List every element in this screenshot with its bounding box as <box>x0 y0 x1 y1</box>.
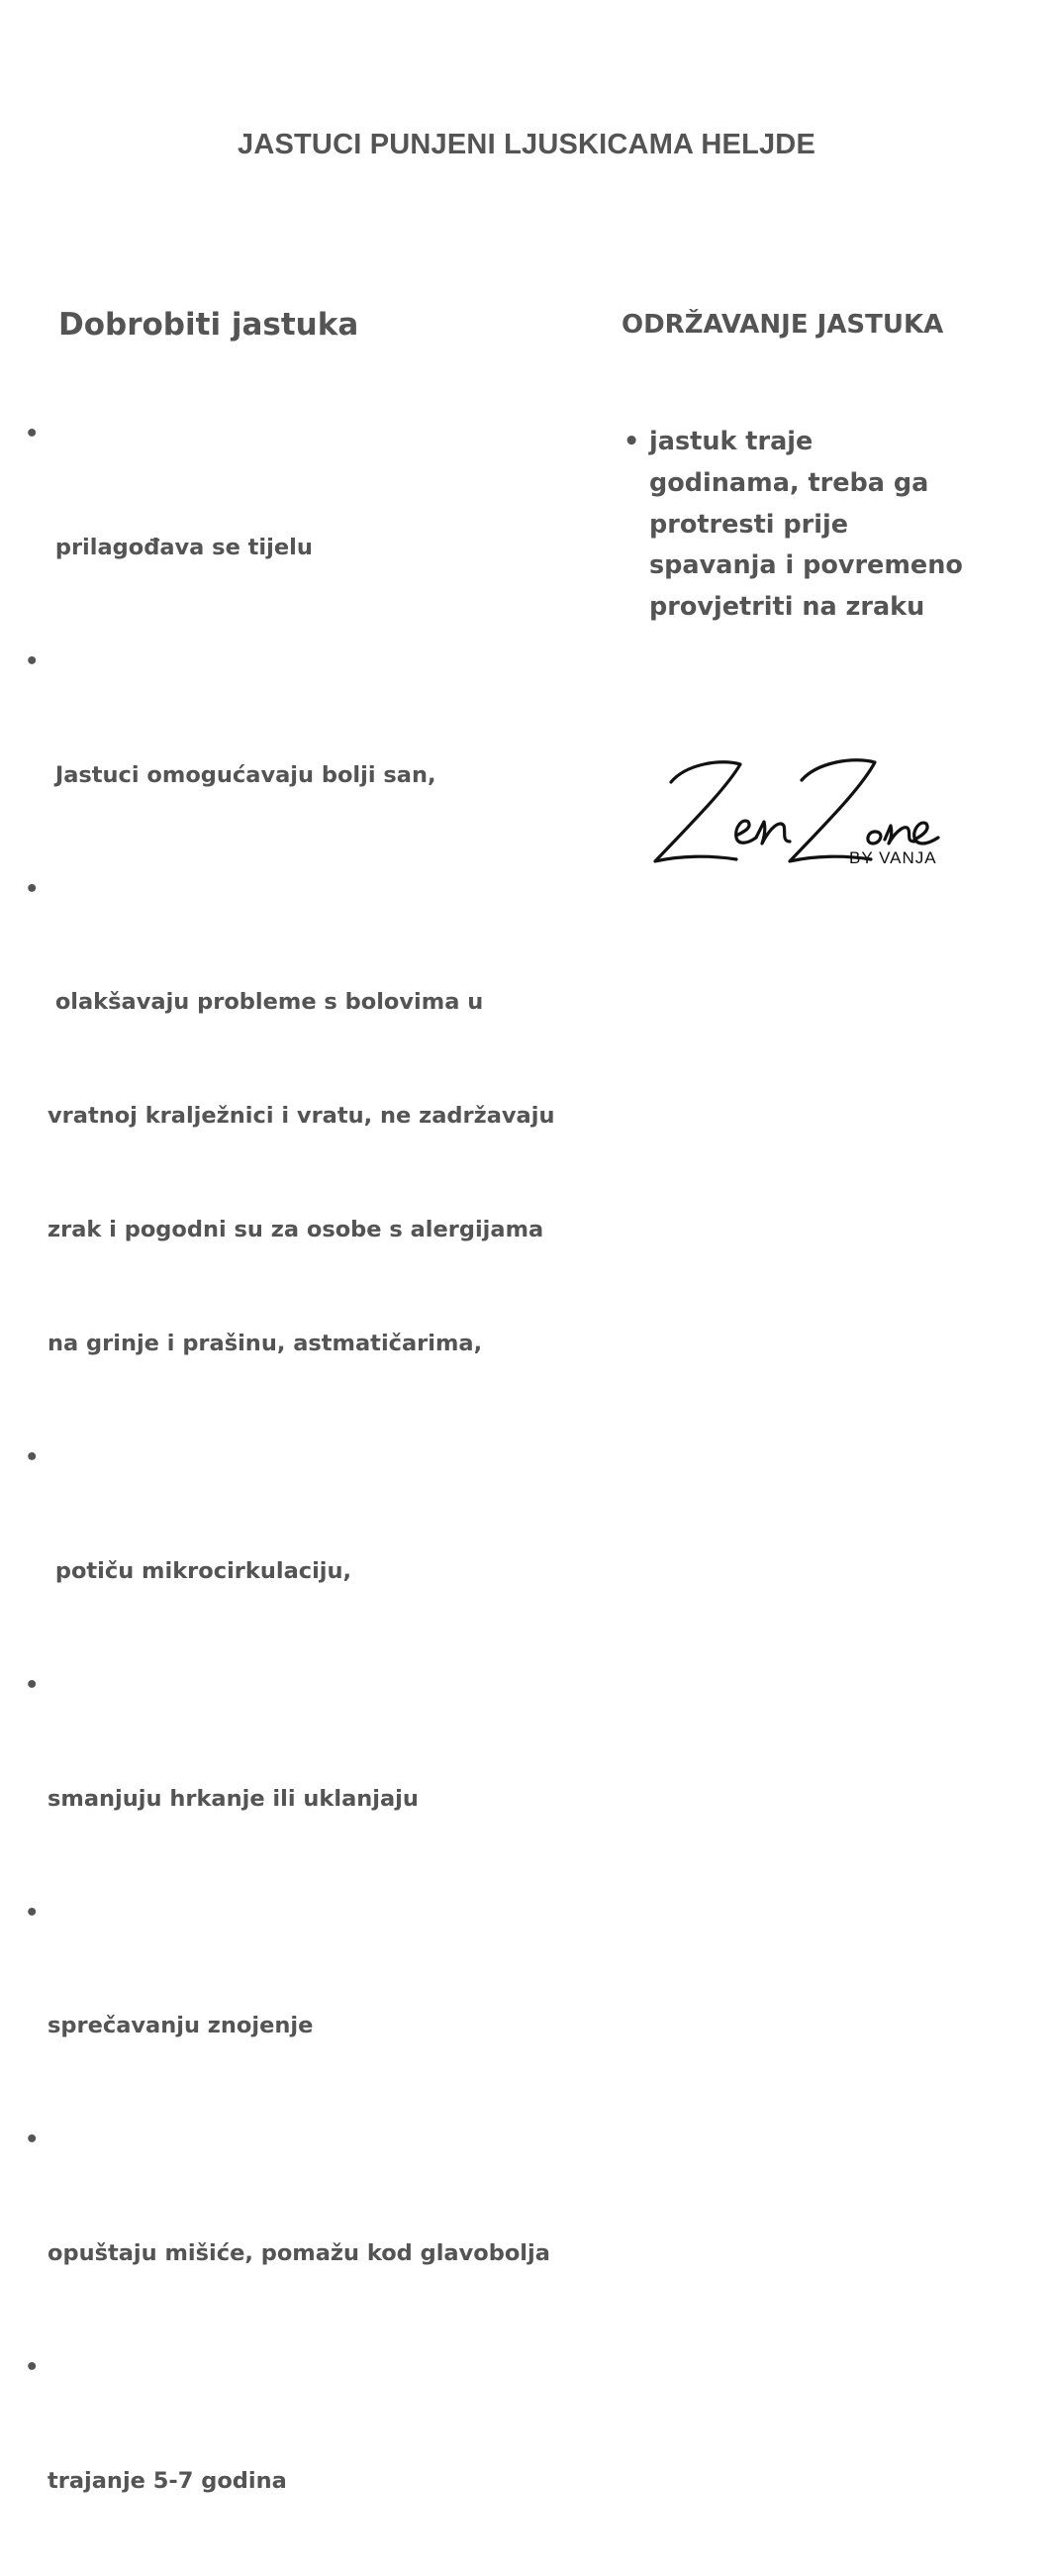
list-item <box>26 2121 620 2348</box>
benefit-text: prilagođava se tijelu <box>48 534 313 560</box>
list-item <box>26 1438 620 1666</box>
list-item <box>623 422 1000 629</box>
bullet-icon: • <box>25 1444 40 1471</box>
benefit-text: smanjuju hrkanje ili uklanjaju <box>48 1785 419 1812</box>
logo-subtitle: BY VANJA <box>849 848 937 867</box>
bullet-icon: • <box>25 647 40 674</box>
bullet-icon: • <box>25 421 40 446</box>
list-item <box>26 1894 620 2122</box>
list-item <box>26 415 620 643</box>
benefit-text: potiču mikrocirkulaciju, <box>48 1557 352 1584</box>
bullet-icon: • <box>25 875 40 902</box>
list-item <box>26 870 620 1438</box>
page-title: JASTUCI PUNJENI LJUSKICAMA HELJDE <box>238 129 815 160</box>
bullet-icon: • <box>25 1899 40 1926</box>
bullet-icon: • <box>25 1671 40 1698</box>
care-text: jastuk traje godinama, treba ga protresti prije spavanja i povremeno provjetriti na zraku <box>649 427 963 623</box>
care-list <box>623 422 1000 629</box>
bullet-icon: • <box>623 427 640 456</box>
list-item <box>26 2348 620 2576</box>
benefit-text-continued: na grinje i prašinu, astmatičarima, <box>48 1331 483 1357</box>
benefit-text-continued: vratnoj kralježnici i vratu, ne zadržavaju <box>48 1103 555 1130</box>
benefit-text: sprečavanju znojenje <box>48 2013 314 2039</box>
benefits-list <box>26 415 620 2576</box>
benefit-text: olakšavaju probleme s bolovima u <box>48 989 484 1016</box>
bullet-icon: • <box>25 2127 40 2153</box>
list-item <box>26 643 620 870</box>
list-item <box>26 1666 620 1894</box>
benefit-text: opuštaju mišiće, pomažu kod glavobolja <box>48 2240 550 2267</box>
benefit-text: trajanje 5-7 godina <box>48 2468 287 2495</box>
benefit-text-continued: zrak i pogodni su za osobe s alergijama <box>48 1217 544 1243</box>
benefits-heading: Dobrobiti jastuka <box>58 307 359 343</box>
benefit-text: Jastuci omogućavaju bolji san, <box>48 761 436 788</box>
care-heading: ODRŽAVANJE JASTUKA <box>622 310 944 340</box>
bullet-icon: • <box>25 2354 40 2381</box>
